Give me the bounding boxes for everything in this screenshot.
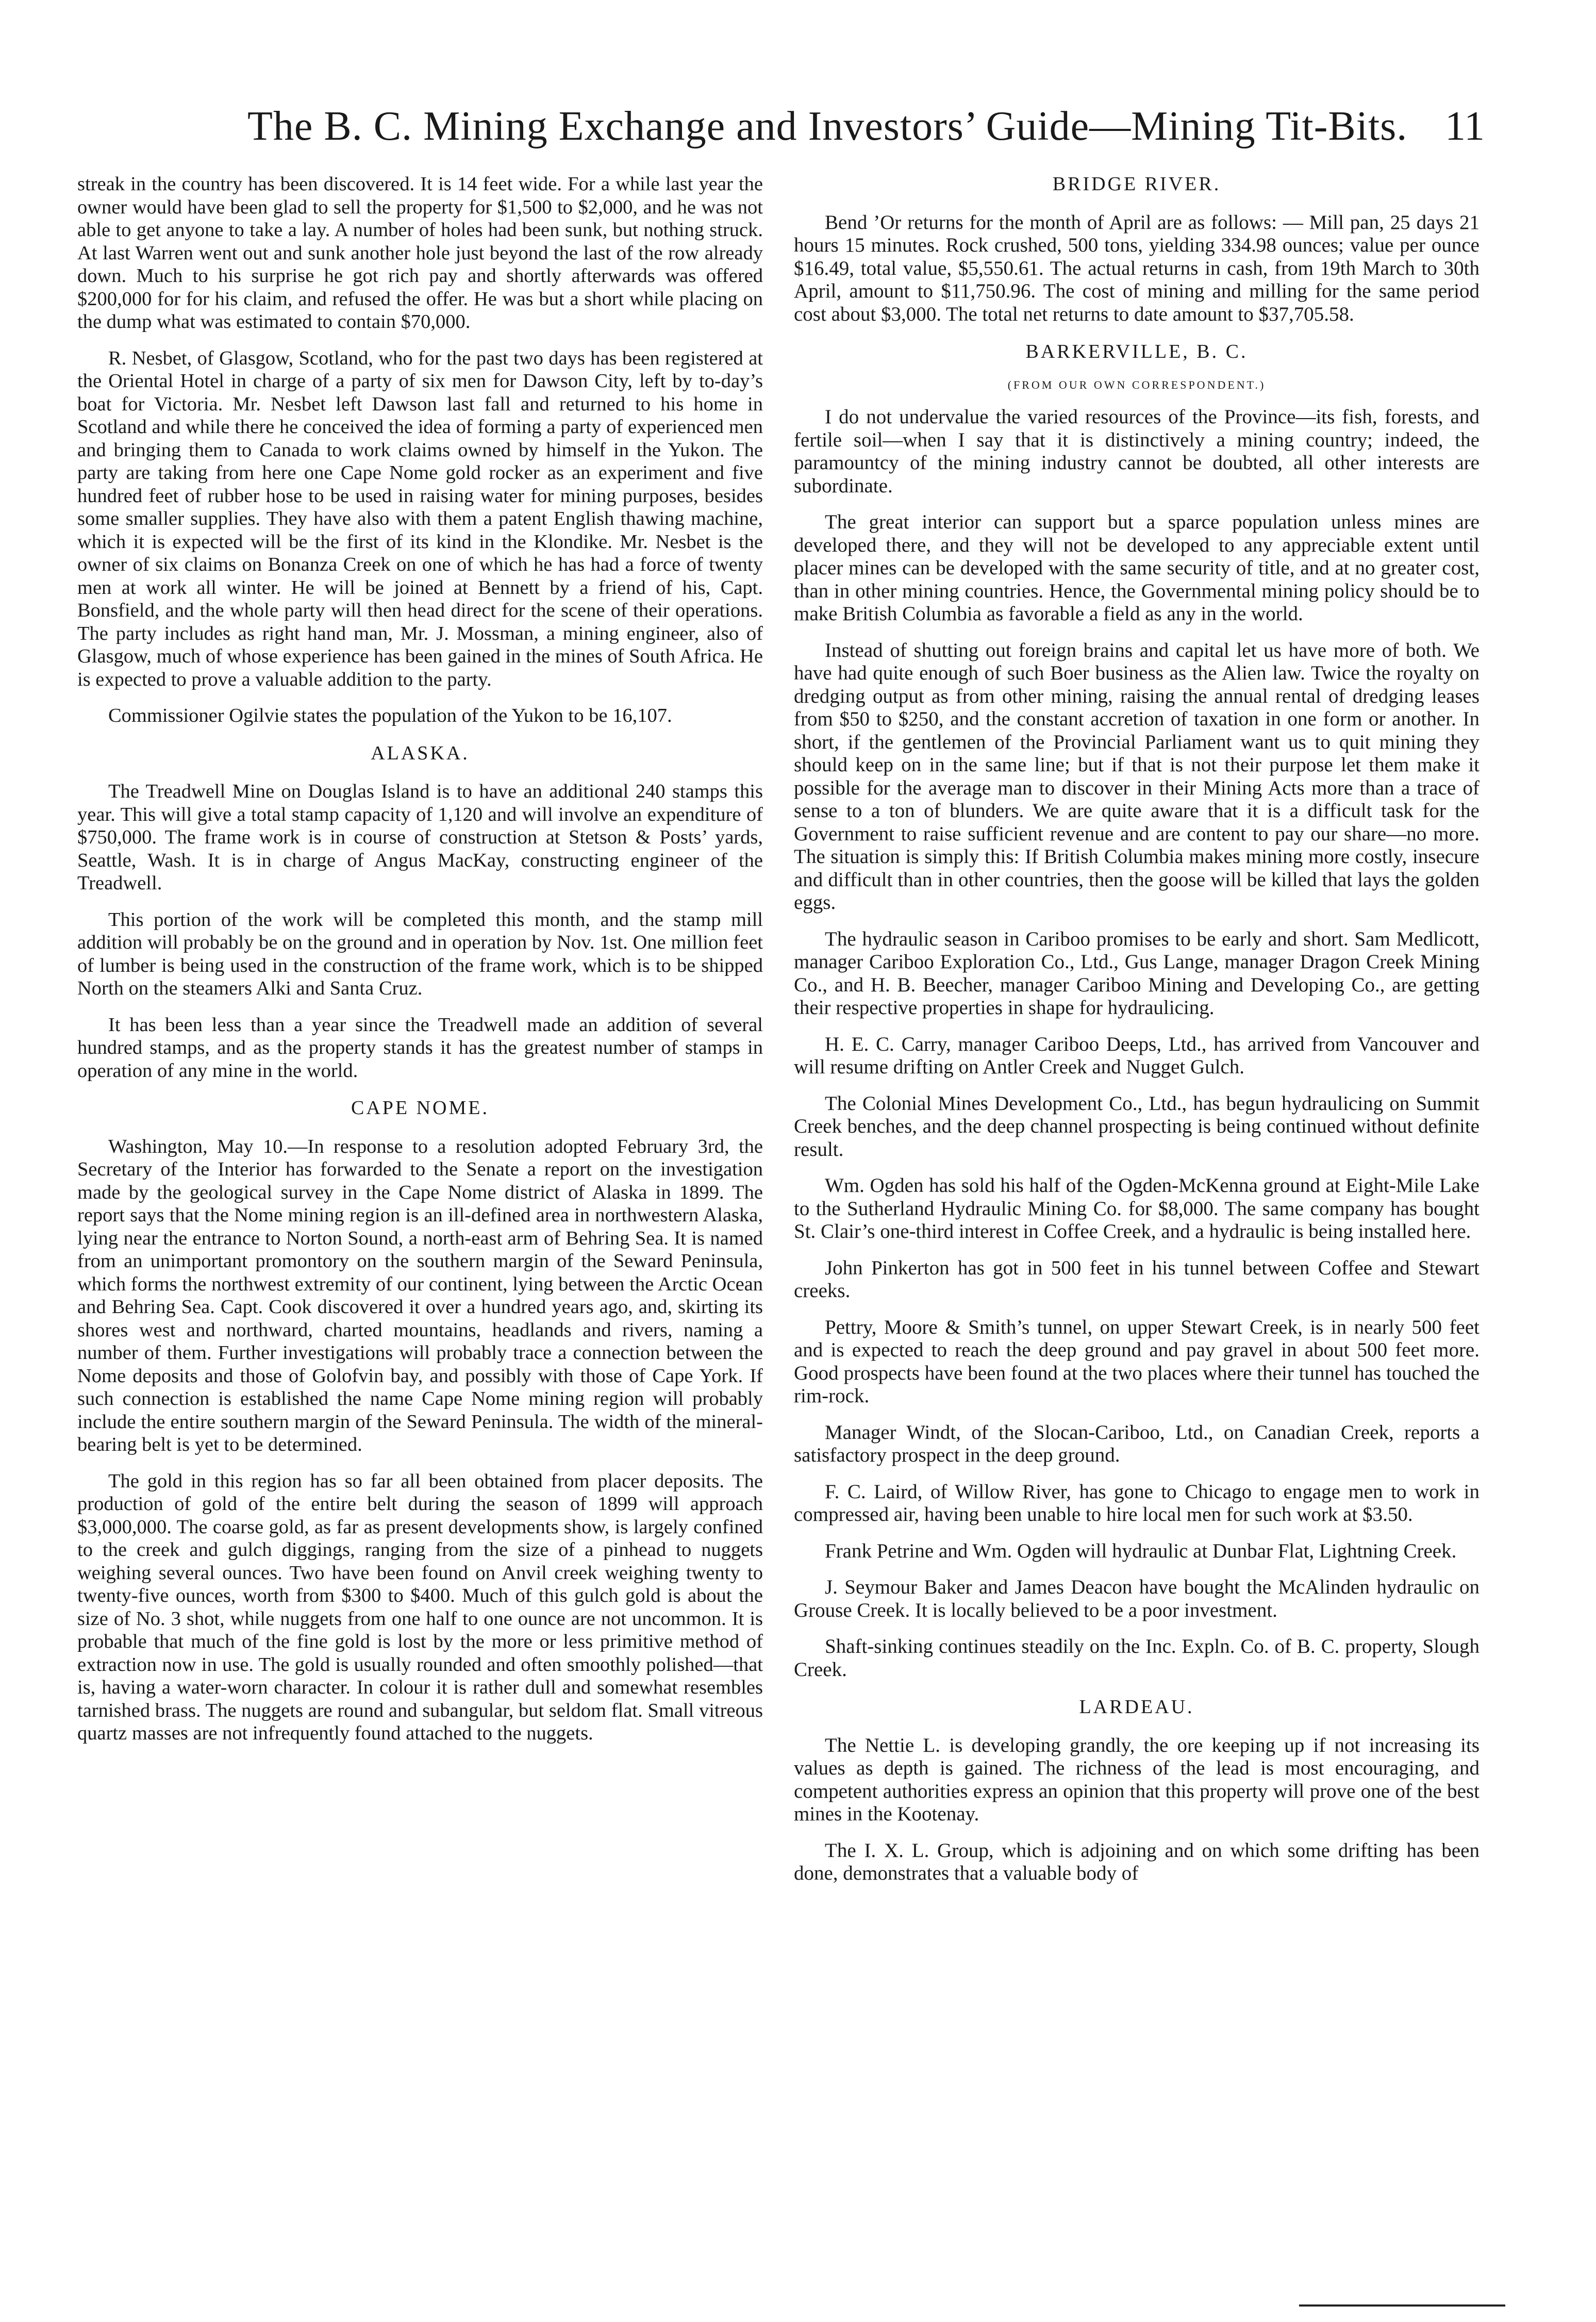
paragraph: The great interior can support but a sparce population unless mines are developed there, and they will not be developed to any appreciable extent until placer mines can be developed with the same security of title, and at no greater cost, than in other mining countries. Hence, the Governmental mining policy should be to make British Columbia as favorable a field as any in the world. [794, 511, 1479, 625]
section-heading-bridge-river: BRIDGE RIVER. [1052, 173, 1221, 195]
paragraph: Instead of shutting out foreign brains and capital let us have more of both. We have had quite enough of such Boer business as the Alien law. Twice the royalty on dredging output as from other mining, raising the annual rental of dredging leases from $50 to $250, and the constant accretion of taxation in one form or another. In short, if the gentlemen of the Provincial Parliament want us to quit mining they should keep on in the same line; but if that is not their purpose let them make it possible for the average man to discover in their Mining Acts more than a trace of sense to a ton of blunders. We are quite aware that it is a difficult task for the Government to raise sufficient revenue and are content to pay our share—no more. The situation is simply this: If British Columbia makes mining more costly, insecure and difficult than in other countries, then the goose will be killed that lays the golden eggs. [794, 639, 1479, 914]
paragraph: Shaft-sinking continues steadily on the Inc. Expln. Co. of B. C. property, Slough Creek. [794, 1635, 1479, 1681]
paragraph: Washington, May 10.—In response to a resolution adopted February 3rd, the Secretary of the Interior has forwarded to the Senate a report on the investigation made by the geological survey in the Cape Nome district of Alaska in 1899. The report says that the Nome mining region is an ill-defined area in northwestern Alaska, lying near the entrance to Norton Sound, a north-east arm of Behring Sea. It is named from an unimportant promontory on the southern margin of the Seward Peninsula, which forms the northwest extremity of our continent, lying between the Arctic Ocean and Behring Sea. Capt. Cook discovered it over a hundred years ago, and, skirting its shores west and northward, charted mountains, headlands and rivers, naming a number of them. Further investigations will probably trace a connection between the Nome deposits and those of Golofvin bay, and possibly with those of Cape York. If such connection is established the name Cape Nome mining region will probably include the entire southern margin of the Seward Peninsula. The width of the mineral-bearing belt is yet to be determined. [77, 1135, 763, 1455]
paragraph: The hydraulic season in Cariboo promises to be early and short. Sam Medlicott, manager Cariboo Exploration Co., Ltd., Gus Lange, manager Dragon Creek Mining Co., and H. B. Beecher, manager Cariboo Mining and Developing Co., are getting their respective properties in shape for hydraulicing. [794, 927, 1479, 1019]
paragraph: It has been less than a year since the Treadwell made an addition of several hundred stamps, and as the property stands it has the greatest number of stamps in operation of any mine in the world. [77, 1014, 763, 1082]
section-heading-lardeau: LARDEAU. [1079, 1696, 1194, 1718]
section-heading-cape-nome: CAPE NOME. [351, 1097, 490, 1119]
paragraph: Frank Petrine and Wm. Ogden will hydraulic at Dunbar Flat, Lightning Creek. [825, 1539, 1457, 1562]
paragraph: This portion of the work will be completed this month, and the stamp mill addition will probably be on the ground and in operation by Nov. 1st. One million feet of lumber is being used in the construction of the frame work, which is to be shipped North on the steamers Alki and Santa Cruz. [77, 908, 763, 999]
paragraph: John Pinkerton has got in 500 feet in his tunnel between Coffee and Stewart creeks. [794, 1256, 1479, 1302]
paragraph: The Nettie L. is developing grandly, the ore keeping up if not increasing its values as depth is gained. The richness of the lead is most encouraging, and competent authorities express an opinion that this property will prove one of the best mines in the Kootenay. [794, 1734, 1479, 1825]
paragraph: The Colonial Mines Development Co., Ltd., has begun hydraulicing on Summit Creek benches, and the deep channel prospecting is being continued without definite result. [794, 1092, 1479, 1160]
paragraph: The gold in this region has so far all been obtained from placer deposits. The production of gold of the entire belt during the season of 1899 will approach $3,000,000. The coarse gold, as far as present developments show, is largely confined to the creek and gulch diggings, ranging from the size of a pinhead to nuggets weighing several ounces. Two have been found on Anvil creek weighing twenty to twenty-five ounces, worth from $300 to $400. Much of this gulch gold is about the size of No. 3 shot, while nuggets from one half to one ounce are not uncommon. It is probable that much of the fine gold is lost by the more or less primitive method of extraction now in use. The gold is usually rounded and often smoothly polished—that is, having a water-worn character. In colour it is rather dull and somewhat resembles tarnished brass. The nuggets are round and subangular, but seldom flat. Small vitreous quartz masses are not infrequently found attached to the nuggets. [77, 1470, 763, 1744]
footer-rule [1299, 2304, 1505, 2307]
section-heading-barkerville: BARKERVILLE, B. C. [1025, 341, 1248, 362]
section-heading-alaska: ALASKA. [371, 742, 470, 764]
paragraph: The I. X. L. Group, which is adjoining and on which some drifting has been done, demonstrates that a valuable body of [794, 1839, 1479, 1884]
left-column [77, 173, 763, 1759]
paragraph: Manager Windt, of the Slocan-Cariboo, Ltd., on Canadian Creek, reports a satisfactory prospect in the deep ground. [794, 1421, 1479, 1466]
running-title: The B. C. Mining Exchange and Investors’ Guide—Mining Tit-Bits. [247, 104, 1408, 149]
page-header [247, 103, 1485, 160]
paragraph: streak in the country has been discovered. It is 14 feet wide. For a while last year the owner would have been glad to sell the property for $1,500 to $2,000, and he was not able to get anyone to take a lay. A number of holes had been sunk, but nothing struck. At last Warren went out and sunk another hole just beyond the last of the row already down. Much to his surprise he got rich pay and shortly afterwards was offered $200,000 for for his claim, and refused the offer. He was but a short while placing on the dump what was estimated to contain $70,000. [77, 173, 763, 333]
paragraph: The Treadwell Mine on Douglas Island is to have an additional 240 stamps this year. This will give a total stamp capacity of 1,120 and will involve an expenditure of $750,000. The frame work is in course of construction at Stetson & Posts’ yards, Seattle, Wash. It is in charge of Angus MacKay, constructing engineer of the Treadwell. [77, 781, 763, 894]
paragraph: Commissioner Ogilvie states the population of the Yukon to be 16,107. [108, 705, 672, 726]
correspondent-byline: (FROM OUR OWN CORRESPONDENT.) [1007, 378, 1266, 391]
paragraph: Wm. Ogden has sold his half of the Ogden-McKenna ground at Eight-Mile Lake to the Sutherland Hydraulic Mining Co. for $8,000. The same company has bought St. Clair’s one-third interest in Coffee Creek, and a hydraulic is being installed here. [794, 1174, 1479, 1242]
right-column [794, 173, 1479, 1899]
paragraph: Bend ’Or returns for the month of April are as follows: — Mill pan, 25 days 21 hours 15 minutes. Rock crushed, 500 tons, yielding 334.98 ounces; value per ounce $16.49, total value, $5,550.61. The actual returns in cash, from 19th March to 30th April, amount to $11,750.96. The cost of mining and milling for the same period cost about $3,000. The total net returns to date amount to $37,705.58. [794, 211, 1479, 325]
paragraph: J. Seymour Baker and James Deacon have bought the McAlinden hydraulic on Grouse Creek. It is locally believed to be a poor investment. [794, 1576, 1479, 1621]
paragraph: H. E. C. Carry, manager Cariboo Deeps, Ltd., has arrived from Vancouver and will resume drifting on Antler Creek and Nugget Gulch. [794, 1033, 1479, 1078]
paragraph: F. C. Laird, of Willow River, has gone to Chicago to engage men to work in compressed air, having been unable to hire local men for such work at $3.50. [794, 1480, 1479, 1525]
paragraph: I do not undervalue the varied resources of the Province—its fish, forests, and fertile soil—when I say that it is distinctively a mining country; indeed, the paramountcy of the mining industry cannot be doubted, all other interests are subordinate. [794, 406, 1479, 497]
paragraph: Pettry, Moore & Smith’s tunnel, on upper Stewart Creek, is in nearly 500 feet and is expected to reach the deep ground and pay gravel in about 500 feet more. Good prospects have been found at the two places where their tunnel has touched the rim-rock. [794, 1316, 1479, 1407]
page-number: 11 [1444, 104, 1485, 149]
paragraph: R. Nesbet, of Glasgow, Scotland, who for the past two days has been registered at the Oriental Hotel in charge of a party of six men for Dawson City, left by to-day’s boat for Victoria. Mr. Nesbet left Dawson last fall and returned to his home in Scotland and while there he conceived the idea of forming a party of experienced men and bringing them to Canada to work claims owned by himself in the Yukon. The party are taking from here one Cape Nome gold rocker as an experiment and five hundred feet of rubber hose to be used in raising water for mining purposes, besides some smaller supplies. They have also with them a patent English thawing machine, which it is expected will be the first of its kind in the Klondike. Mr. Nesbet is the owner of six claims on Bonanza Creek on one of which he has had a force of twenty men at work all winter. He will be joined at Bennett by a friend of his, Capt. Bonsfield, and the whole party will then head direct for the scene of their operations. The party includes as right hand man, Mr. J. Mossman, a mining engineer, also of Glasgow, much of whose experience has been gained in the mines of South Africa. He is expected to prove a valuable addition to the party. [77, 347, 763, 690]
